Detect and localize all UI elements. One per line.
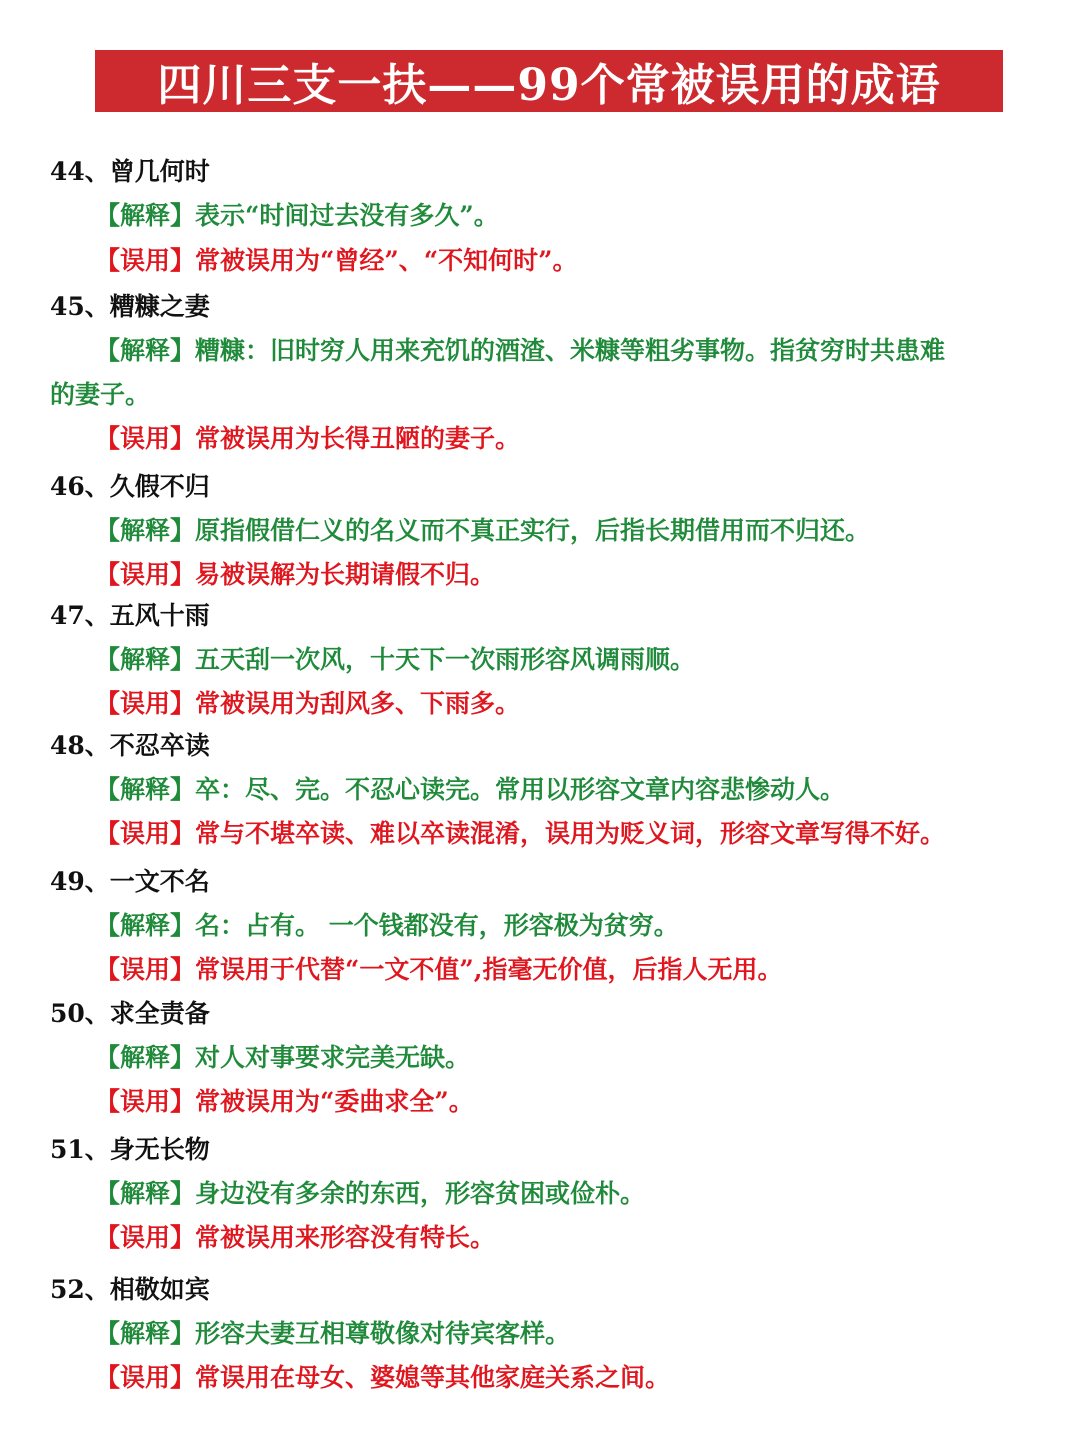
- misuse-line: 【误用】易被误解为长期请假不归。: [95, 560, 496, 589]
- explanation-line-continued: 的妻子。: [50, 380, 151, 409]
- misuse-line: 【误用】常被误用为“曾经”、“不知何时”。: [95, 246, 578, 275]
- idiom-heading: 44、曾几何时: [50, 157, 210, 186]
- misuse-line: 【误用】常误用在母女、婆媳等其他家庭关系之间。: [95, 1363, 671, 1392]
- misuse-line: 【误用】常与不堪卒读、难以卒读混淆，误用为贬义词，形容文章写得不好。: [95, 819, 946, 848]
- idiom-heading: 46、久假不归: [50, 472, 210, 501]
- explanation-line: 【解释】形容夫妻互相尊敬像对待宾客样。: [95, 1319, 571, 1348]
- explanation-line: 【解释】对人对事要求完美无缺。: [95, 1043, 471, 1072]
- explanation-line: 【解释】糟糠：旧时穷人用来充饥的酒渣、米糠等粗劣事物。指贫穷时共患难: [95, 336, 946, 365]
- idiom-heading: 45、糟糠之妻: [50, 292, 210, 321]
- title-banner: [95, 50, 1003, 112]
- page-title: 四川三支一扶——99个常被误用的成语: [157, 60, 941, 111]
- idiom-heading: 49、一文不名: [50, 867, 210, 896]
- idiom-heading: 47、五风十雨: [50, 601, 210, 630]
- misuse-line: 【误用】常被误用为长得丑陋的妻子。: [95, 424, 521, 453]
- misuse-line: 【误用】常被误用为刮风多、下雨多。: [95, 689, 521, 718]
- explanation-line: 【解释】名：占有。 一个钱都没有，形容极为贫穷。: [95, 911, 679, 940]
- explanation-line: 【解释】表示“时间过去没有多久”。: [95, 201, 499, 230]
- misuse-line: 【误用】常被误用为“委曲求全”。: [95, 1087, 474, 1116]
- explanation-line: 【解释】卒：尽、完。不忍心读完。常用以形容文章内容悲惨动人。: [95, 775, 846, 804]
- idiom-heading: 48、不忍卒读: [50, 731, 210, 760]
- misuse-line: 【误用】常误用于代替“一文不值”,指毫无价值，后指人无用。: [95, 955, 783, 984]
- idiom-heading: 52、相敬如宾: [50, 1275, 210, 1304]
- idiom-heading: 50、求全责备: [50, 999, 210, 1028]
- misuse-line: 【误用】常被误用来形容没有特长。: [95, 1223, 496, 1252]
- explanation-line: 【解释】原指假借仁义的名义而不真正实行，后指长期借用而不归还。: [95, 516, 871, 545]
- explanation-line: 【解释】五天刮一次风，十天下一次雨形容风调雨顺。: [95, 645, 696, 674]
- idiom-heading: 51、身无长物: [50, 1135, 210, 1164]
- explanation-line: 【解释】身边没有多余的东西，形容贫困或俭朴。: [95, 1179, 646, 1208]
